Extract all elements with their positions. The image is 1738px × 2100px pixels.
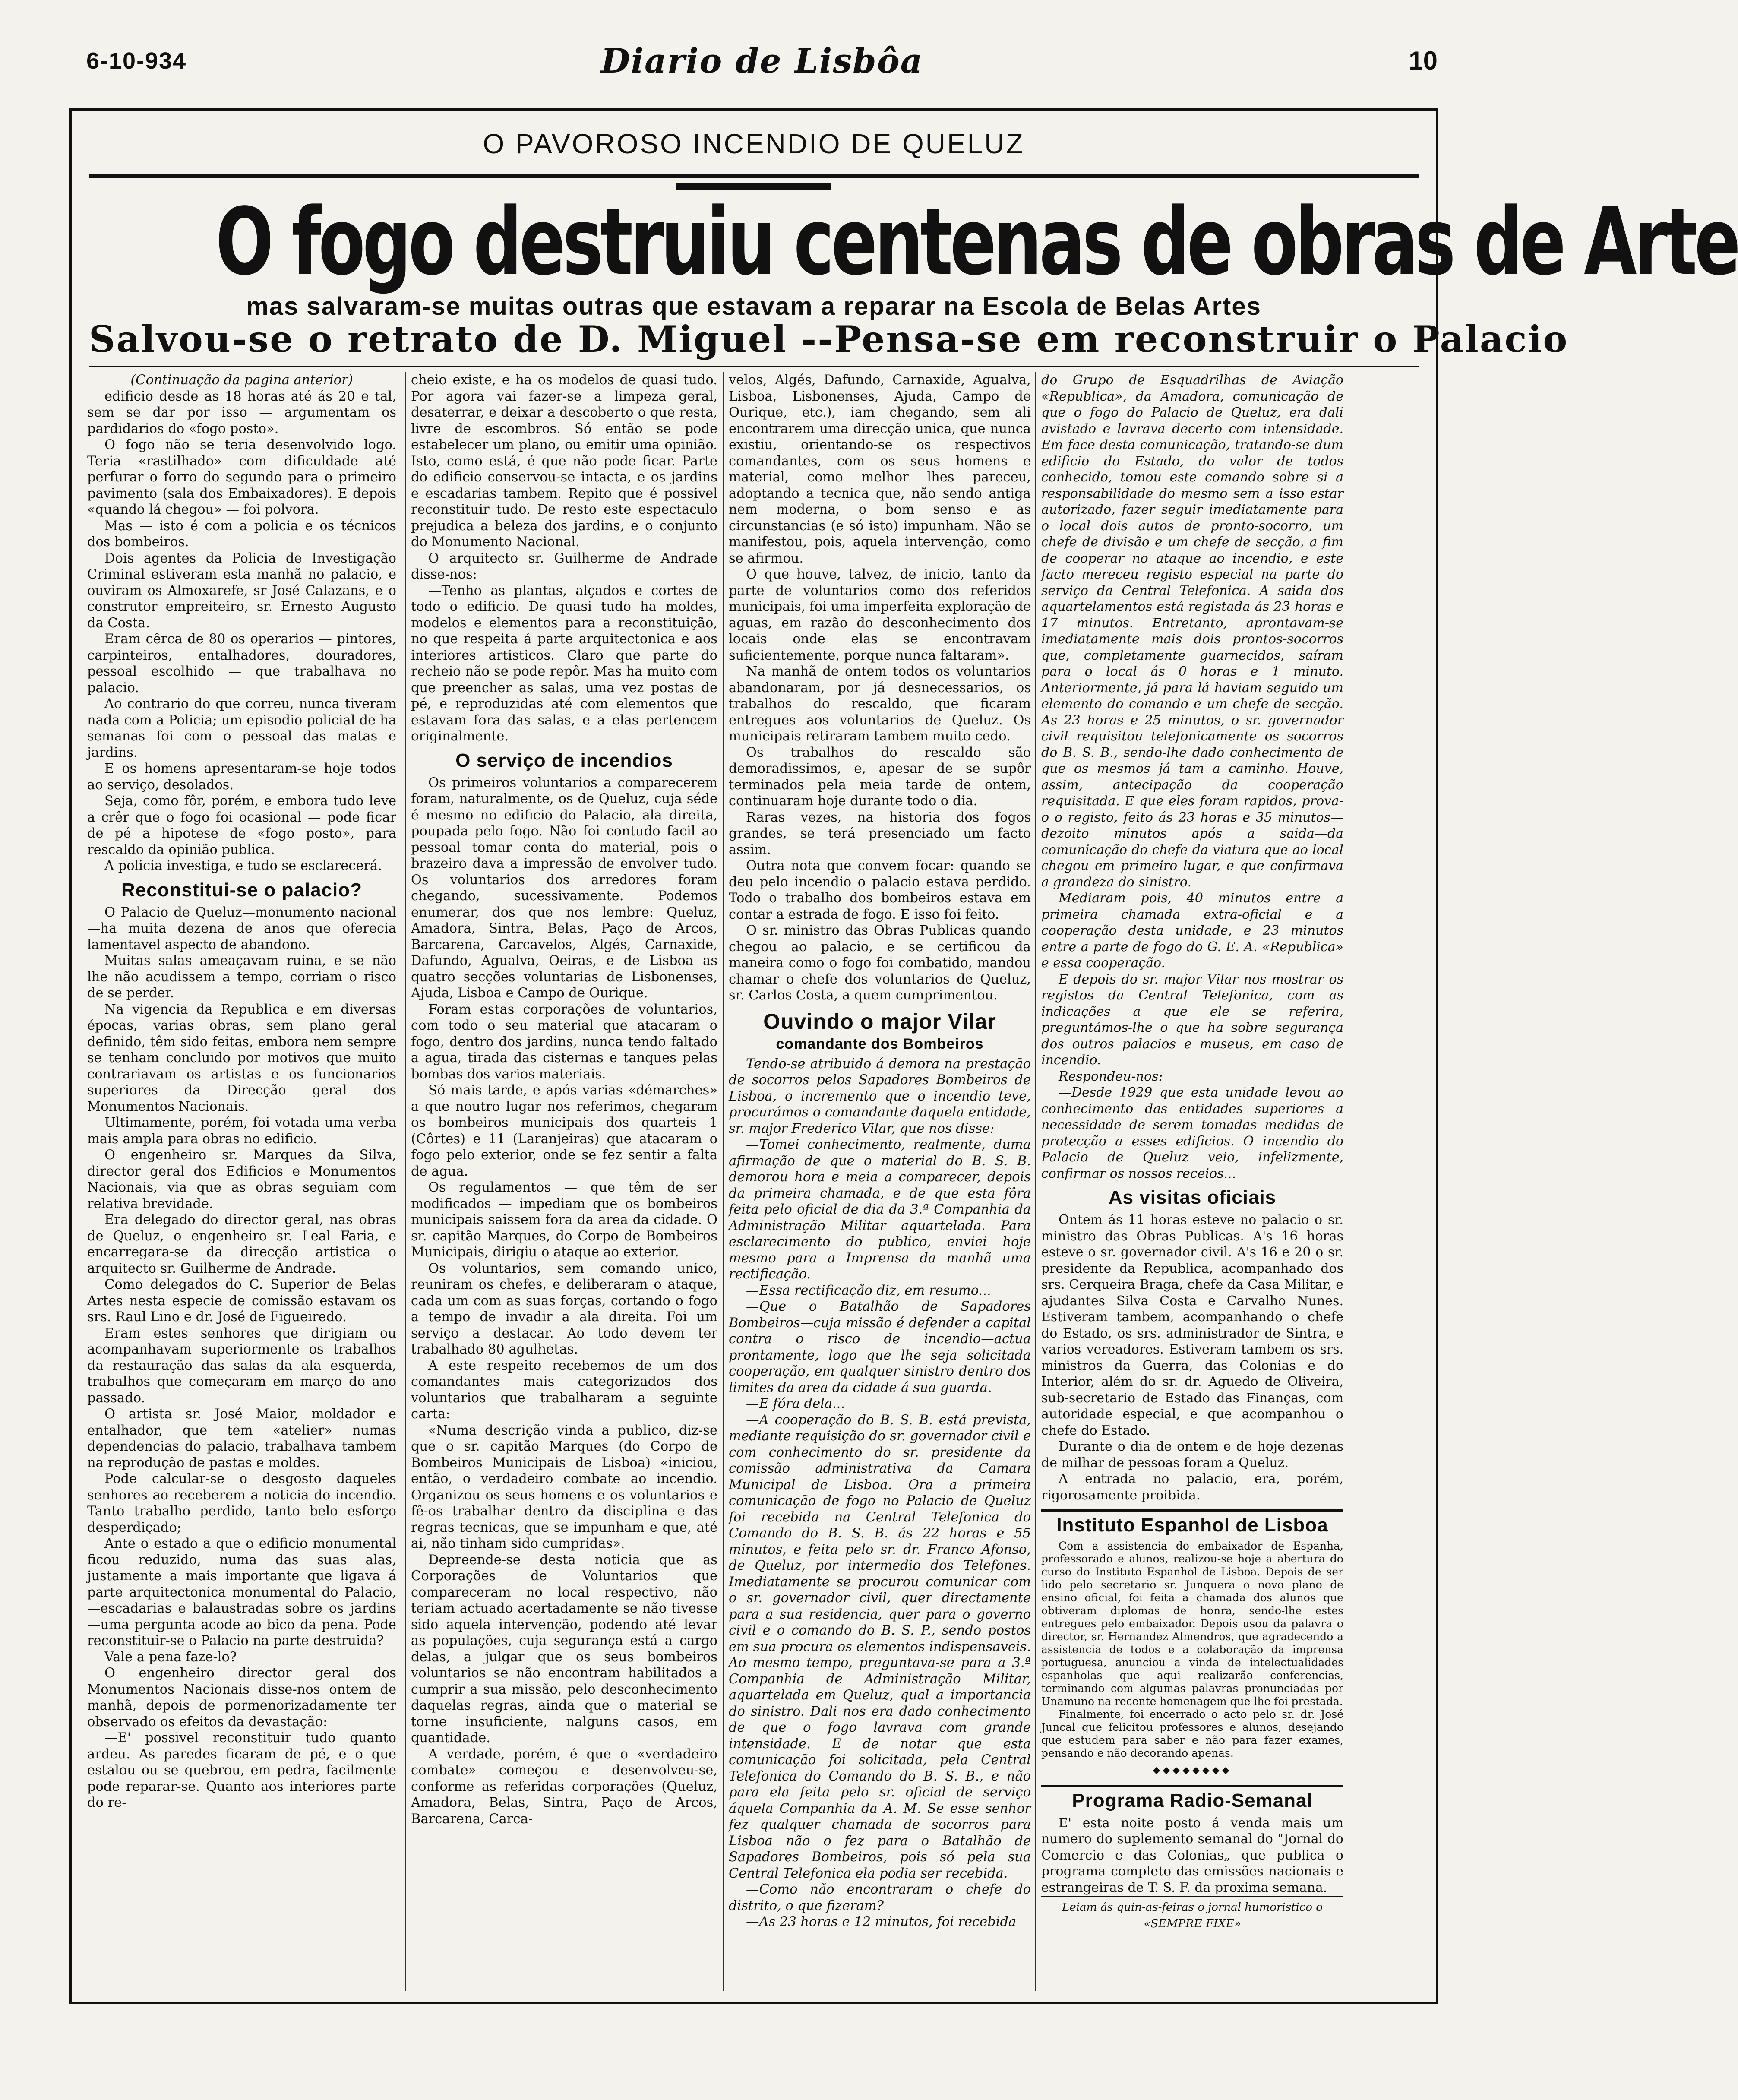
newspaper-title: Diario de Lisbôa	[600, 41, 923, 81]
paragraph: —E' possivel reconstituir tudo quanto ardeu. As paredes ficaram de pé, e o que estalou ou se quebrou, em pedra, facilmente pode reparar-se. Quanto aos interiores parte do re-	[87, 1730, 396, 1810]
paragraph: velos, Algés, Dafundo, Carnaxide, Agualva, Lisboa, Lisbonenses, Ajuda, Campo de Ourique, etc.), iam chegando, sem ali encontrarem uma direcção unica, que nunca existiu, orientando-se os respectivos comandantes, com os seus homens e material, como melhor lhes pareceu, adoptando a tecnica que, não sendo antiga nem moderna, o bom senso e as circunstancias (e só isto) impunham. Não se manifestou, pois, aquela intervenção, como se afirmou.	[729, 373, 1031, 566]
column-2	[405, 372, 717, 1991]
subheadline: mas salvaram-se muitas outras que estavam a reparar na Escola de Belas Artes	[246, 292, 1261, 320]
paragraph: Depreende-se desta noticia que as Corporações de Voluntarios que compareceram no local respectivo, não teriam actuado acertadamente se não tivesse sido aquela intervenção, podendo até levar as populações, cuja segurança está a cargo delas, a julgar que os seus bombeiros voluntarios se não encontram habilitados a cumprir a sua missão, pelo desconhecimento daquelas regras, ainda que o material se torne insuficiente, nalguns casos, em quantidade.	[411, 1552, 717, 1746]
paragraph: Na vigencia da Republica e em diversas épocas, varias obras, sem plano geral definido, têm sido feitas, embora nem sempre se tenham concluido por motivos que muito contrariavam os artistas e os funcionarios superiores da Direcção geral dos Monumentos Nacionais.	[87, 1002, 396, 1114]
paragraph: Seja, como fôr, porém, e embora tudo leve a crêr que o fogo foi ocasional — pode ficar de pé a hipotese de «fogo posto», para rescaldo da opinião publica.	[87, 794, 396, 857]
subtitle-programa-radio: Programa Radio-Semanal	[1041, 1785, 1343, 1812]
paragraph: Dois agentes da Policia de Investigação Criminal estiveram esta manhã no palacio, e ouviram os Almoxarefe, sr José Calazans, e o construtor empreiteiro, sr. Ernesto Augusto da Costa.	[87, 550, 396, 631]
paragraph: —A cooperação do B. S. B. está prevista, mediante requisição do sr. governador civil e com conhecimento do sr. presidente da comissão administrativa da Camara Municipal de Lisboa. Ora a primeira comunicação de fogo no Palacio de Queluz foi recebida na Central Telefonica do Comando do B. S. B. ás 22 horas e 55 minutos, e feita pelo sr. dr. Franco Afonso, de Queluz, por intermedio dos Telefones. Imediatamente se procurou comunicar com o sr. governador civil, quer directamente para a sua residencia, quer para o governo civil e o comando do B. S. P., sendo postos em sua procura os elementos indispensaveis. Ao mesmo tempo, preguntava-se para a 3.ª Companhia de Administração Militar, aquartelada em Queluz, qual a importancia do sinistro. Dali nos era dado conhecimento de que o fogo lavrava com grande intensidade. E de notar que esta comunicação foi solicitada, pela Central Telefonica do Comando do B. S. B., e não para ela feita pelo sr. oficial de serviço áquela Companhia da A. M. Se esse senhor fez qualquer chamada de socorros para Lisboa não o fez para o Batalhão de Sapadores Bombeiros, pois só pela sua Central Telefonica ela podia ser recebida.	[729, 1412, 1031, 1881]
paragraph: Outra nota que convem focar: quando se deu pelo incendio o palacio estava perdido. Todo o trabalho dos bombeiros estava em contar a estrada de fogo. E isso foi feito.	[729, 858, 1031, 922]
paragraph: Os voluntarios, sem comando unico, reuniram os chefes, e deliberaram o ataque, cada um com as suas forças, cortando o fogo a tempo de invadir a ala direita. Foi um serviço a destacar. Ao todo devem ter trabalhado 80 agulhetas.	[411, 1261, 717, 1357]
column-4	[1035, 372, 1343, 1991]
paragraph: cheio existe, e ha os modelos de quasi tudo. Por agora vai fazer-se a limpeza geral, desaterrar, e deixar a descoberto o que resta, livre de escombros. Só então se pode estabelecer um plano, ou emitir uma opinião. Isto, como está, é que não pode ficar. Parte do edificio conservou-se intacta, e os jardins e escadarias tambem. Repito que é possivel reconstituir tudo. De resto este espectaculo prejudica a beleza dos jardins, e o conjunto do Monumento Nacional.	[411, 373, 717, 550]
paragraph: O engenheiro director geral dos Monumentos Nacionais disse-nos ontem de manhã, depois de pormenorizadamente ter observado os efeitos da devastação:	[87, 1666, 396, 1730]
paragraph: Ao contrario do que correu, nunca tiveram nada com a Policia; um episodio policial de ha semanas foi com o pessoal das matas e jardins.	[87, 696, 396, 760]
paragraph: Os trabalhos do rescaldo são demoradissimos, e, apesar de se supôr terminados pela meia tarde de ontem, continuaram hoje durante todo o dia.	[729, 745, 1031, 809]
headline: O fogo destruiu centenas de obras de Arte	[215, 188, 1738, 296]
paragraph: Eram estes senhores que dirigiam ou acompanhavam superiormente os trabalhos da restauração das salas da ala esquerda, trabalhos que começaram em março do ano passado.	[87, 1325, 396, 1406]
paragraph: A este respeito recebemos de um dos comandantes mais categorizados dos voluntarios que trabalharam a seguinte carta:	[411, 1358, 717, 1422]
ornament-divider: ◆◆◆◆◆◆◆◆	[1153, 1765, 1232, 1776]
paragraph: Vale a pena faze-lo?	[104, 1649, 237, 1665]
paragraph: Pode calcular-se o desgosto daqueles senhores ao receberem a noticia do incendio. Tanto trabalho perdido, tanto belo esforço desperdiçado;	[87, 1471, 396, 1535]
subtitle-visitas-oficiais: As visitas oficiais	[1108, 1187, 1277, 1208]
paragraph: O Palacio de Queluz—monumento nacional—ha muita dezena de anos que oferecia lamentavel aspecto de abandono.	[87, 905, 396, 952]
instituto-block	[1041, 1540, 1343, 1760]
paragraph: Respondeu-nos:	[1059, 1069, 1163, 1084]
paragraph: O sr. ministro das Obras Publicas quando chegou ao palacio, e se certificou da maneira como o fogo foi combatido, mandou chamar o chefe dos voluntarios de Queluz, sr. Carlos Costa, a quem cumprimentou.	[729, 923, 1031, 1003]
column-3	[723, 372, 1031, 1991]
paragraph: Durante o dia de ontem e de hoje dezenas de milhar de pessoas foram a Queluz.	[1041, 1439, 1343, 1471]
page-number: 10	[1409, 46, 1438, 75]
article-frame	[69, 108, 1738, 2004]
masthead	[86, 41, 1438, 93]
subtitle-comandante: comandante dos Bombeiros	[776, 1035, 984, 1052]
top-rule	[89, 174, 1419, 178]
paragraph: A policia investiga, e tudo se esclarecerá.	[104, 858, 382, 873]
paragraph: Como delegados do C. Superior de Belas Artes nesta especie de comissão estavam os srs. Raul Lino e dr. José de Figueiredo.	[87, 1277, 396, 1325]
sempre-fixe-note: Leiam ás quin-as-feiras o jornal humoristico o «SEMPRE FIXE»	[1041, 1896, 1343, 1932]
paragraph: —Como não encontraram o chefe do distrito, o que fizeram?	[729, 1882, 1031, 1913]
paragraph: Só mais tarde, e após varias «démarches» a que noutro lugar nos referimos, chegaram os bombeiros municipais dos quarteis 1 (Côrtes) e 11 (Laranjeiras) que atacaram o fogo pelo exterior, onde se fez sentir a falta de agua.	[411, 1083, 717, 1179]
paragraph: Os regulamentos — que têm de ser modificados — impediam que os bombeiros municipais saissem fora da area da cidade. O sr. capitão Marques, do Corpo de Bombeiros Municipais, dirigiu o ataque ao exterior.	[411, 1180, 717, 1260]
paragraph: Era delegado do director geral, nas obras de Queluz, o engenheiro sr. Leal Faria, e encarregara-se da direcção artistica o arquitecto sr. Guilherme de Andrade.	[87, 1212, 396, 1276]
deck-rule	[89, 366, 1419, 367]
paragraph: Foram estas corporações de voluntarios, com todo o seu material que atacaram o fogo, dentro dos jardins, nunca tendo faltado a agua, tirada das cisternas e tanques pelas bombas dos varios materiais.	[411, 1002, 717, 1082]
paragraph: do Grupo de Esquadrilhas de Aviação «Republica», da Amadora, comunicação de que o fogo do Palacio de Queluz, era dali avistado e lavrava decerto com intensidade. Em face desta comunicação, tratando-se dum edificio do Estado, do valor de todos conhecido, tomou este comando sobre si a responsabilidade do mesmo sem a isso estar autorizado, fazer seguir imediatamente para o local dois autos de pronto-socorro, um chefe de divisão e um chefe de secção, a fim de cooperar no ataque ao incendio, e este facto mereceu registo especial na parte do serviço da Central Telefonica. A saida dos aquartelamentos está registada ás 23 horas e 17 minutos. Entretanto, aprontavam-se imediatamente mais dois prontos-socorros que, completamente guarnecidos, saíram para o local ás 0 horas e 1 minuto. Anteriormente, já para lá haviam seguido um elemento do comando e um chefe de secção. As 23 horas e 25 minutos, o sr. governador civil requisitou telefonicamente os socorros do B. S. B., sendo-lhe dado conhecimento de que os mesmos já tam a caminho. Houve, assim, antecipação da cooperação requisitada. E que eles foram rapidos, prova-o o registo, feito ás 23 horas e 35 minutos—dezoito minutos após a saida—da comunicação do chefe da viatura que ao local chegou em primeiro lugar, e que confirmava a grandeza do sinistro.	[1041, 373, 1343, 890]
paragraph: Mas — isto é com a policia e os técnicos dos bombeiros.	[87, 518, 396, 550]
deck: Salvou-se o retrato de D. Miguel --Pensa-se em reconstruir o Palacio	[89, 318, 1569, 361]
continuation-note: (Continuação da pagina anterior)	[130, 373, 353, 388]
paragraph: E os homens apresentaram-se hoje todos ao serviço, desolados.	[87, 761, 396, 793]
paragraph: Eram cêrca de 80 os operarios — pintores, carpinteiros, entalhadores, douradores, pessoal escolhido — que trabalhava no palacio.	[87, 632, 396, 696]
paragraph: —Que o Batalhão de Sapadores Bombeiros—cuja missão é defender a capital contra o risco de incendio—actua prontamente, logo que lhe seja solicitada cooperação, em qualquer sinistro dentro dos limites da area da cidade á sua guarda.	[729, 1299, 1031, 1395]
column-1	[87, 372, 396, 1991]
paragraph: O fogo não se teria desenvolvido logo. Teria «rastilhado» com dificuldade até perfurar o forro do segundo para o primeiro pavimento (sala dos Embaixadores). E depois «quando lá chegou» — foi polvora.	[87, 437, 396, 517]
paragraph: Ante o estado a que o edificio monumental ficou reduzido, numa das suas alas, justamente a mais importante que ligava á parte arquitectonica monumental do Palacio,—escadarias e balaustradas sobre os jardins—uma pergunta acode ao bico da pena. Pode reconstituir-se o Palacio na parte destruida?	[87, 1536, 396, 1648]
paragraph: Na manhã de ontem todos os voluntarios abandonaram, por já desnecessarios, os trabalhos do rescaldo, que ficaram entregues aos voluntarios de Queluz. Os municipais retiraram tambem muito cedo.	[729, 664, 1031, 744]
paragraph: —Essa rectificação diz, em resumo...	[746, 1283, 991, 1298]
subtitle-instituto-espanhol: Instituto Espanhol de Lisboa	[1041, 1509, 1343, 1536]
paragraph: —E fóra dela...	[746, 1396, 845, 1411]
article-columns	[87, 372, 1425, 1991]
paragraph: E depois do sr. major Vilar nos mostrar os registos da Central Telefonica, com as indicações a que ele se referira, preguntámos-lhe o que ha sobre segurança dos outros palacios e museus, em caso de incendio.	[1041, 971, 1343, 1068]
subtitle-servico-incendios: O serviço de incendios	[455, 750, 673, 771]
paragraph: —Tenho as plantas, alçados e cortes de todo o edificio. De quasi tudo ha moldes, modelos e elementos para a reconstituição, no que respeita á parte arquitectonica e aos interiores artisticos. Claro que parte do recheio não se pode repôr. Mas ha muito com que preencher as salas, uma vez postas de pé, e reproduzidas até com elementos que estavam fora das salas, e a elas pertencem originalmente.	[411, 583, 717, 744]
paragraph: O engenheiro sr. Marques da Silva, director geral dos Edificios e Monumentos Nacionais, via que as obras seguiam com relativa brevidade.	[87, 1148, 396, 1211]
paragraph: —Desde 1929 que esta unidade levou ao conhecimento das entidades superiores a necessidade de serem tomadas medidas de protecção a esses edificios. O incendio do Palacio de Queluz veio, infelizmente, confirmar os nossos receios...	[1041, 1085, 1343, 1181]
paragraph: Muitas salas ameaçavam ruina, e se não lhe não acudissem a tempo, corriam o risco de se perder.	[87, 953, 396, 1001]
paragraph: Com a assistencia do embaixador de Espanha, professorado e alunos, realizou-se hoje a abertura do curso do Instituto Espanhol de Lisboa. Depois de ser lido pelo secretario sr. Junquera o novo plano de ensino oficial, foi feita a chamada dos alunos que obtiveram diplomas de honra, sendo-lhe estes entregues pelo embaixador. Depois usou da palavra o director, sr. Hernandez Almendros, que agradecendo a assistencia de todos e a colaboração da imprensa portuguesa, anunciou a vinda de intelectualidades espanholas que aqui realizarão conferencias, terminando com algumas palavras pronunciadas por Unamuno na recente homenagem que lhe foi prestada.	[1041, 1540, 1343, 1708]
paragraph: A entrada no palacio, era, porém, rigorosamente proibida.	[1041, 1471, 1343, 1503]
paragraph: «Numa descrição vinda a publico, diz-se que o sr. capitão Marques (do Corpo de Bombeiros Municipais de Lisboa) «iniciou, então, o verdadeiro combate ao incendio. Organizou os seus homens e os voluntarios e fê-os trabalhar dentro da disciplina e das regras tecnicas, que se impunham e que, até ai, não tinham sido cumpridas».	[411, 1423, 717, 1551]
paragraph: Ontem ás 11 horas esteve no palacio o sr. ministro das Obras Publicas. A's 16 horas esteve o sr. governador civil. A's 16 e 20 o sr. presidente da Republica, acompanhado dos srs. Cerqueira Braga, chefe da Casa Militar, e ajudantes Silva Costa e Carvalho Nunes. Estiveram tambem, acompanhando o chefe do Estado, os srs. administrador de Sintra, e varios vereadores. Estiveram tambem os srs. ministros da Guerra, das Colonias e do Interior, além do sr. dr. Aguedo de Oliveira, sub-secretario de Estado das Finanças, com autoridade especial, e que acompanhou o chefe do Estado.	[1041, 1212, 1343, 1438]
paragraph: O que houve, talvez, de inicio, tanto da parte de voluntarios como dos referidos municipais, foi uma imperfeita exploração de aguas, em razão do desconhecimento dos locais onde elas se encontravam suficientemente, porque nunca faltaram».	[729, 567, 1031, 663]
section-title: O PAVOROSO INCENDIO DE QUELUZ	[483, 128, 1025, 159]
paragraph: Ultimamente, porém, foi votada uma verba mais ampla para obras no edificio.	[87, 1115, 396, 1147]
issue-date: 6-10-934	[86, 48, 187, 74]
subtitle-major-vilar: Ouvindo o major Vilar	[763, 1009, 996, 1034]
paragraph: E' esta noite posto á venda mais um numero do suplemento semanal do "Jornal do Comercio e das Colonias„ que publica o programa completo das emissões nacionais e estrangeiras de T. S. F. da proxima semana.	[1041, 1815, 1343, 1895]
paragraph: O arquitecto sr. Guilherme de Andrade disse-nos:	[411, 550, 717, 582]
paragraph: —Tomei conhecimento, realmente, duma afirmação de que o material do B. S. B. demorou hora e meia a comparecer, depois da primeira chamada, e de que esta fôra feita pelo oficial de dia da 3.ª Companhia da Administração Militar aquartelada. Para esclarecimento do publico, enviei hoje mesmo para a Imprensa da manhã uma rectificação.	[729, 1137, 1031, 1282]
paragraph: O artista sr. José Maior, moldador e entalhador, que tem «atelier» numas dependencias do palacio, trabalhava tambem na reprodução de pastas e moldes.	[87, 1407, 396, 1471]
paragraph: edificio desde as 18 horas até ás 20 e tal, sem se dar por isso — argumentam os pardidarios do «fogo posto».	[87, 389, 396, 436]
paragraph: Tendo-se atribuido á demora na prestação de socorros pelos Sapadores Bombeiros de Lisboa, o incremento que o incendio teve, procurámos o comandante daquela entidade, sr. major Frederico Vilar, que nos disse:	[729, 1056, 1031, 1136]
paragraph: —As 23 horas e 12 minutos, foi recebida	[746, 1914, 1017, 1929]
paragraph: A verdade, porém, é que o «verdadeiro combate» começou e desenvolveu-se, conforme as referidas corporações (Queluz, Amadora, Belas, Sintra, Paço de Arcos, Barcarena, Carca-	[411, 1746, 717, 1827]
paragraph: Finalmente, foi encerrado o acto pelo sr. dr. José Juncal que felicitou professores e alunos, desejando que estudem para saber e não para fazer exames, pensando e não decorando apenas.	[1041, 1708, 1343, 1759]
subtitle-reconstitui: Reconstitui-se o palacio?	[121, 879, 362, 901]
paragraph: Os primeiros voluntarios a comparecerem foram, naturalmente, os de Queluz, cuja séde é mesmo no edificio do Palacio, ala direita, poupada pelo fogo. Não foi contudo facil ao pessoal tomar conta do material, pois o brazeiro dava a impressão de envolver tudo. Os voluntarios dos arredores foram chegando, sucessivamente. Podemos enumerar, dos que nos lembre: Queluz, Amadora, Sintra, Belas, Paço de Arcos, Barcarena, Carcavelos, Algés, Carnaxide, Dafundo, Agualva, Oeiras, e de Lisboa as quatro secções voluntarias de Lisbonenses, Ajuda, Lisboa e Campo de Ourique.	[411, 775, 717, 1001]
paragraph: Mediaram pois, 40 minutos entre a primeira chamada extra-oficial e a cooperação desta unidade, e 23 minutos entre a parte de fogo do G. E. A. «Republica» e essa cooperação.	[1041, 891, 1343, 971]
paragraph: Raras vezes, na historia dos fogos grandes, se terá presenciado um facto assim.	[729, 810, 1031, 857]
